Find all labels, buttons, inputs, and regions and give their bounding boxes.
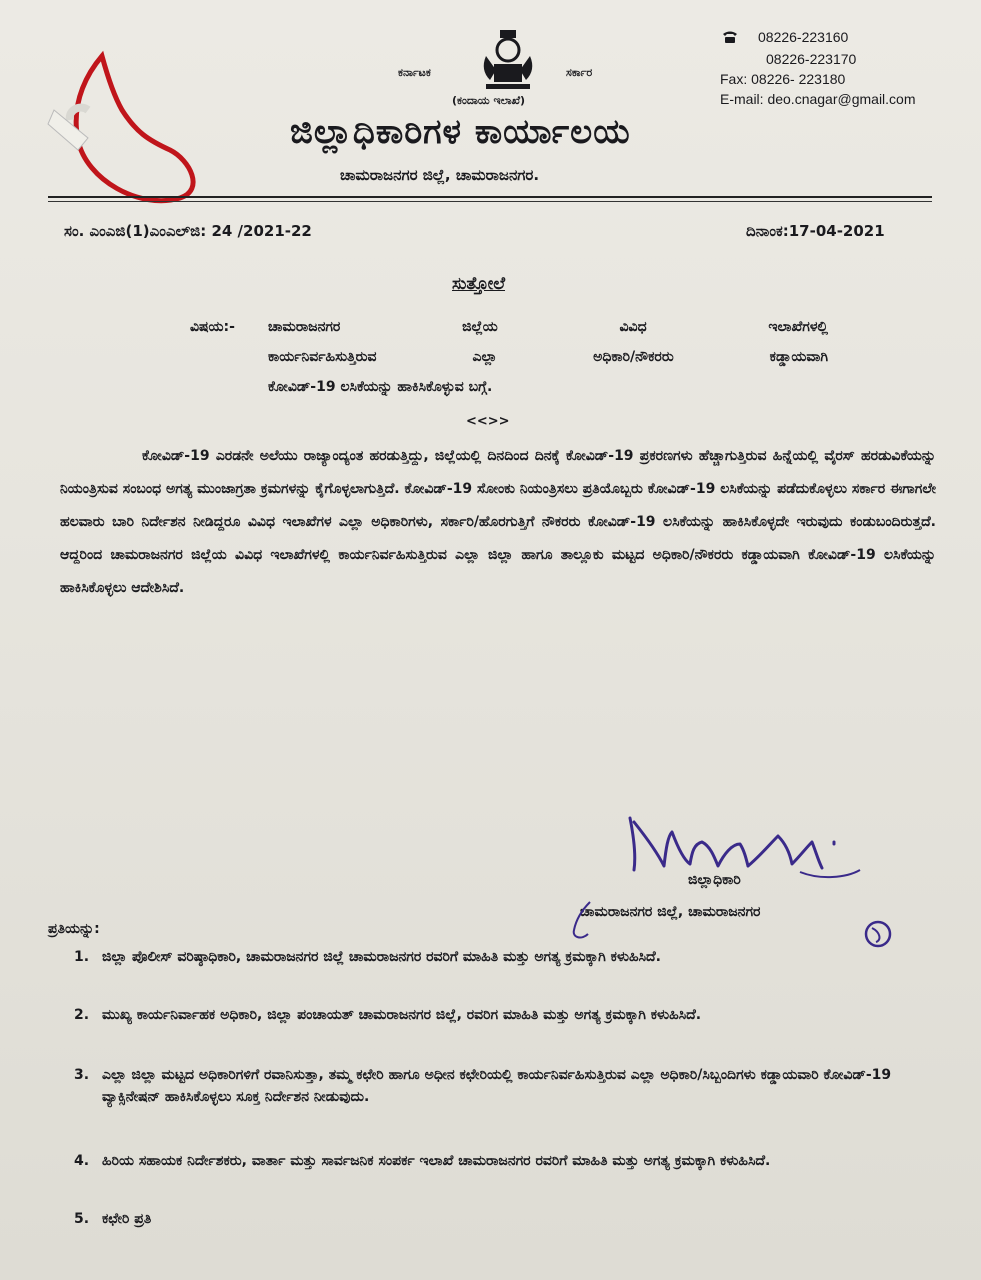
header-rule xyxy=(48,196,932,198)
phone-2: 08226-223170 xyxy=(766,51,857,67)
reference-number: ಸಂ. ಎಂಎಜಿ(1)ಎಂಎಲ್‌ಜಿ: 24 /2021-22 xyxy=(64,222,312,240)
fax-number: Fax: 08226- 223180 xyxy=(720,71,846,87)
district-line: ಚಾಮರಾಜನಗರ ಜಿಲ್ಲೆ, ಚಾಮರಾಜನಗರ. xyxy=(340,166,540,184)
header-rule-thin xyxy=(48,201,932,202)
signatory-place: ಚಾಮರಾಜನಗರ ಜಿಲ್ಲೆ, ಚಾಮರಾಜನಗರ xyxy=(580,904,761,920)
list-item-text: ಎಲ್ಲಾ ಜಿಲ್ಲಾ ಮಟ್ಟದ ಅಧಿಕಾರಿಗಳಿಗೆ ರವಾನಿಸುತ್ತಾ, ತಮ್ಮ ಕಛೇರಿ ಹಾಗೂ ಅಧೀನ ಕಛೇರಿಯಲ್ಲಿ ಕಾರ್ಯನಿರ್ವಹಿಸುತ್ತಿರುವ ಎಲ್ಲಾ ಅಧಿಕಾರಿ/ಸಿಬ್ಬಂದಿಗಳು ಕಡ್ಡಾಯವಾರಿ ಕೋವಿಡ್-19 ವ್ಯಾಕ್ಸಿನೇಷನ್ ಹಾಕಿಸಿಕೊಳ್ಳಲು ಸೂಕ್ತ ನಿರ್ದೇಶನ ನೀಡುವುದು. xyxy=(102,1067,892,1105)
separator: <<>> xyxy=(466,414,510,429)
list-item-number: 1. xyxy=(74,949,90,965)
handwritten-signature xyxy=(620,808,870,888)
telephone-icon xyxy=(722,30,738,44)
list-item-number: 3. xyxy=(74,1067,90,1083)
copies-label: ಪ್ರತಿಯನ್ನು: xyxy=(48,921,100,937)
initial-mark-left xyxy=(560,896,610,946)
header-left-label: ಕರ್ನಾಟಕ xyxy=(398,66,431,79)
letter-heading: ಸುತ್ತೋಲೆ xyxy=(452,274,506,294)
list-item-text: ಕಛೇರಿ ಪ್ರತಿ xyxy=(102,1211,152,1227)
copies-list xyxy=(74,946,914,1246)
subject-line-1: ಚಾಮರಾಜನಗರ ಜಿಲ್ಲೆಯ ವಿವಿಧ ಇಲಾಖೆಗಳಲ್ಲಿ xyxy=(268,319,828,335)
state-emblem xyxy=(476,26,540,98)
header-right-label: ಸರ್ಕಾರ xyxy=(566,66,593,79)
subject-line-3: ಕೋವಿಡ್-19 ಲಸಿಕೆಯನ್ನು ಹಾಕಿಸಿಕೊಳ್ಳುವ ಬಗ್ಗೆ. xyxy=(268,379,493,395)
list-item-number: 2. xyxy=(74,1007,90,1023)
red-string-tag xyxy=(30,40,230,240)
list-item-text: ಮುಖ್ಯ ಕಾರ್ಯನಿರ್ವಾಹಕ ಅಧಿಕಾರಿ, ಜಿಲ್ಲಾ ಪಂಚಾಯತ್ ಚಾಮರಾಜನಗರ ಜಿಲ್ಲೆ, ರವರಿಗ ಮಾಹಿತಿ ಮತ್ತು ಅಗತ್ಯ ಕ್ರಮಕ್ಕಾಗಿ ಕಳುಹಿಸಿದೆ. xyxy=(102,1007,702,1023)
subject-label: ವಿಷಯ:- xyxy=(190,319,235,335)
list-item-text: ಹಿರಿಯ ಸಹಾಯಕ ನಿರ್ದೇಶಕರು, ವಾರ್ತಾ ಮತ್ತು ಸಾರ್ವಜನಿಕ ಸಂಪರ್ಕ ಇಲಾಖೆ ಚಾಮರಾಜನಗರ ರವರಿಗೆ ಮಾಹಿತಿ ಮತ್ತು ಅಗತ್ಯ ಕ್ರಮಕ್ಕಾಗಿ ಕಳುಹಿಸಿದೆ. xyxy=(102,1153,771,1169)
phone-1: 08226-223160 xyxy=(758,29,849,45)
office-title: ಜಿಲ್ಲಾಧಿಕಾರಿಗಳ ಕಾರ್ಯಾಲಯ xyxy=(290,112,631,152)
letter-body: ಕೋವಿಡ್-19 ಎರಡನೇ ಅಲೆಯು ರಾಜ್ಯಾಂದ್ಯಂತ ಹರಡುತ್ತಿದ್ದು, ಜಿಲ್ಲೆಯಲ್ಲಿ ದಿನದಿಂದ ದಿನಕ್ಕೆ ಕೋವಿಡ್-19 ಪ್ರಕರಣಗಳು ಹೆಚ್ಚಾಗುತ್ತಿರುವ ಹಿನ್ನೆಯಲ್ಲಿ ವೈರಸ್ ಹರಡುವಿಕೆಯನ್ನು ನಿಯಂತ್ರಿಸುವ ಸಂಬಂಧ ಅಗತ್ಯ ಮುಂಜಾಗ್ರತಾ ಕ್ರಮಗಳನ್ನು ಕೈಗೊಳ್ಳಲಾಗುತ್ತಿದೆ. ಕೋವಿಡ್-19 ಸೋಂಕು ನಿಯಂತ್ರಿಸಲು ಪ್ರತಿಯೊಬ್ಬರು ಕೋವಿಡ್-19 ಲಸಿಕೆಯನ್ನು ಪಡೆದುಕೊಳ್ಳಲು ಸರ್ಕಾರ ಈಗಾಗಲೇ ಹಲವಾರು ಬಾರಿ ನಿರ್ದೇಶನ ನೀಡಿದ್ದರೂ ವಿವಿಧ ಇಲಾಖೆಗಳ ಎಲ್ಲಾ ಅಧಿಕಾರಿಗಳು, ಸರ್ಕಾರಿ/ಹೊರಗುತ್ತಿಗೆ ನೌಕರರು ಕೋವಿಡ್-19 ಲಸಿಕೆಯನ್ನು ಹಾಕಿಸಿಕೊಳ್ಳದೇ ಇರುವುದು ಕಂಡುಬಂದಿರುತ್ತದೆ. ಆದ್ದರಿಂದ ಚಾಮರಾಜನಗರ ಜಿಲ್ಲೆಯ ವಿವಿಧ ಇಲಾಖೆಗಳಲ್ಲಿ ಕಾರ್ಯನಿರ್ವಹಿಸುತ್ತಿರುವ ಎಲ್ಲಾ ಜಿಲ್ಲಾ ಹಾಗೂ ತಾಲ್ಲೂಕು ಮಟ್ಟದ ಅಧಿಕಾರಿ/ನೌಕರರು ಕಡ್ಡಾಯವಾಗಿ ಕೋವಿಡ್-19 ಲಸಿಕೆಯನ್ನು ಹಾಕಿಸಿಕೊಳ್ಳಲು ಆದೇಶಿಸಿದೆ. xyxy=(60,448,936,596)
letter-date: ದಿನಾಂಕ:17-04-2021 xyxy=(746,222,885,240)
list-item-number: 5. xyxy=(74,1211,90,1227)
subject-text xyxy=(268,312,828,402)
list-item-text: ಜಿಲ್ಲಾ ಪೊಲೀಸ್ ವರಿಷ್ಠಾಧಿಕಾರಿ, ಚಾಮರಾಜನಗರ ಜಿಲ್ಲೆ ಚಾಮರಾಜನಗರ ರವರಿಗೆ ಮಾಹಿತಿ ಮತ್ತು ಅಗತ್ಯ ಕ್ರಮಕ್ಕಾಗಿ ಕಳುಹಿಸಿದೆ. xyxy=(102,949,661,965)
email-address: E-mail: deo.cnagar@gmail.com xyxy=(720,91,916,107)
signatory-title: ಜಿಲ್ಲಾಧಿಕಾರಿ xyxy=(688,872,741,888)
subject-line-2: ಕಾರ್ಯನಿರ್ವಹಿಸುತ್ತಿರುವ ಎಲ್ಲಾ ಅಧಿಕಾರಿ/ನೌಕರರು ಕಡ್ಡಾಯವಾಗಿ xyxy=(268,349,828,365)
list-item-number: 4. xyxy=(74,1153,90,1169)
header-sub-label: (ಕಂದಾಯ ಇಲಾಖೆ) xyxy=(452,94,526,107)
